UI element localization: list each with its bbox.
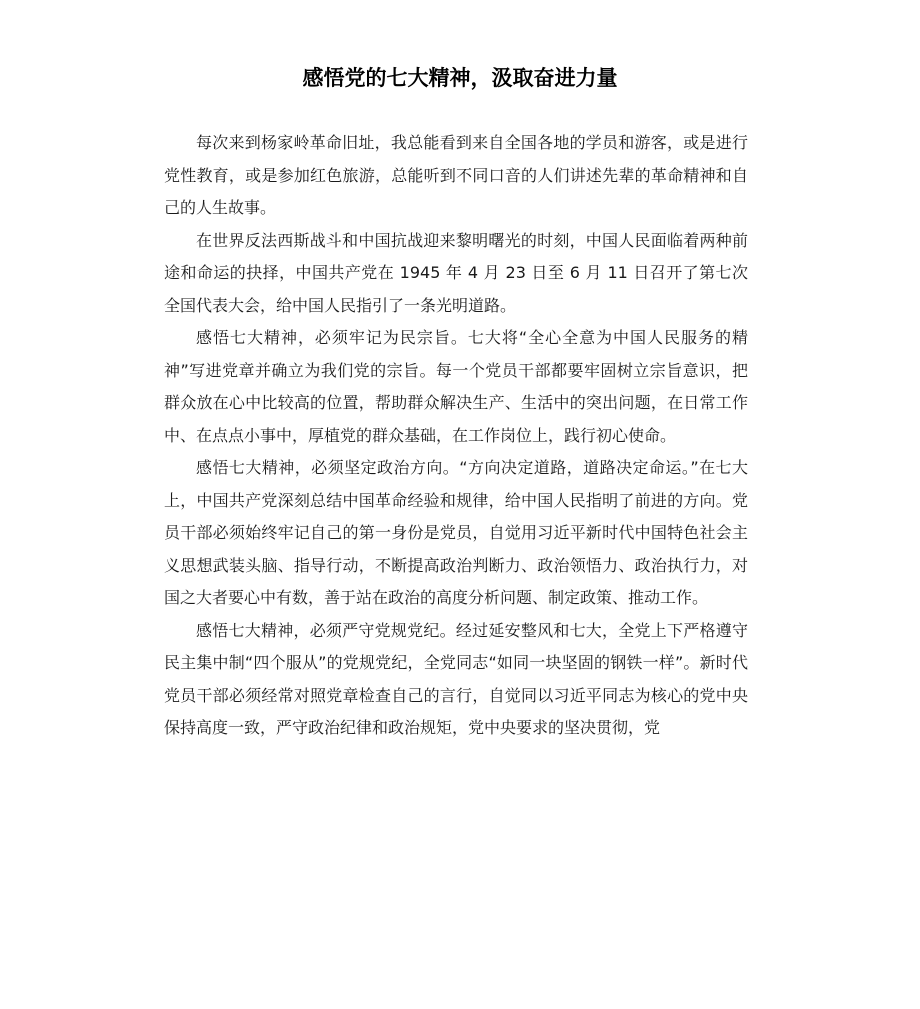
paragraph-5: 感悟七大精神，必须严守党规党纪。经过延安整风和七大，全党上下严格遵守民主集中制“四个服从”的党规党纪，全党同志“如同一块坚固的钢铁一样”。新时代党员干部必须经常对照党章检查自己的言行，自觉同以习近平同志为核心的党中央保持高度一致，严守政治纪律和政治规矩，党中央要求的坚决贯彻，党: [164, 620, 748, 737]
document-title: 感悟党的七大精神，汲取奋进力量: [302, 66, 618, 90]
paragraph-1: 每次来到杨家岭革命旧址，我总能看到来自全国各地的学员和游客，或是进行党性教育，或是参加红色旅游，总能听到不同口音的人们讲述先辈的革命精神和自己的人生故事。: [164, 133, 748, 217]
paragraph-3: 感悟七大精神，必须牢记为民宗旨。七大将“全心全意为中国人民服务的精神”写进党章并确立为我们党的宗旨。每一个党员干部都要牢固树立宗旨意识，把群众放在心中比较高的位置，帮助群众解决生产、生活中的突出问题，在日常工作中、在点点小事中，厚植党的群众基础，在工作岗位上，践行初心使命。: [164, 328, 748, 445]
document-body: [164, 127, 748, 745]
paragraph-4: 感悟七大精神，必须坚定政治方向。“方向决定道路，道路决定命运。”在七大上，中国共产党深刻总结中国革命经验和规律，给中国人民指明了前进的方向。党员干部必须始终牢记自己的第一身份是党员，自觉用习近平新时代中国特色社会主义思想武装头脑、指导行动，不断提高政治判断力、政治领悟力、政治执行力，对国之大者要心中有数，善于站在政治的高度分析问题、制定政策、推动工作。: [164, 458, 748, 607]
paragraph-2: 在世界反法西斯战斗和中国抗战迎来黎明曙光的时刻，中国人民面临着两种前途和命运的抉择，中国共产党在 1945 年 4 月 23 日至 6 月 11 日召开了第七次全国代表大会，给中国人民指引了一条光明道路。: [164, 230, 748, 315]
